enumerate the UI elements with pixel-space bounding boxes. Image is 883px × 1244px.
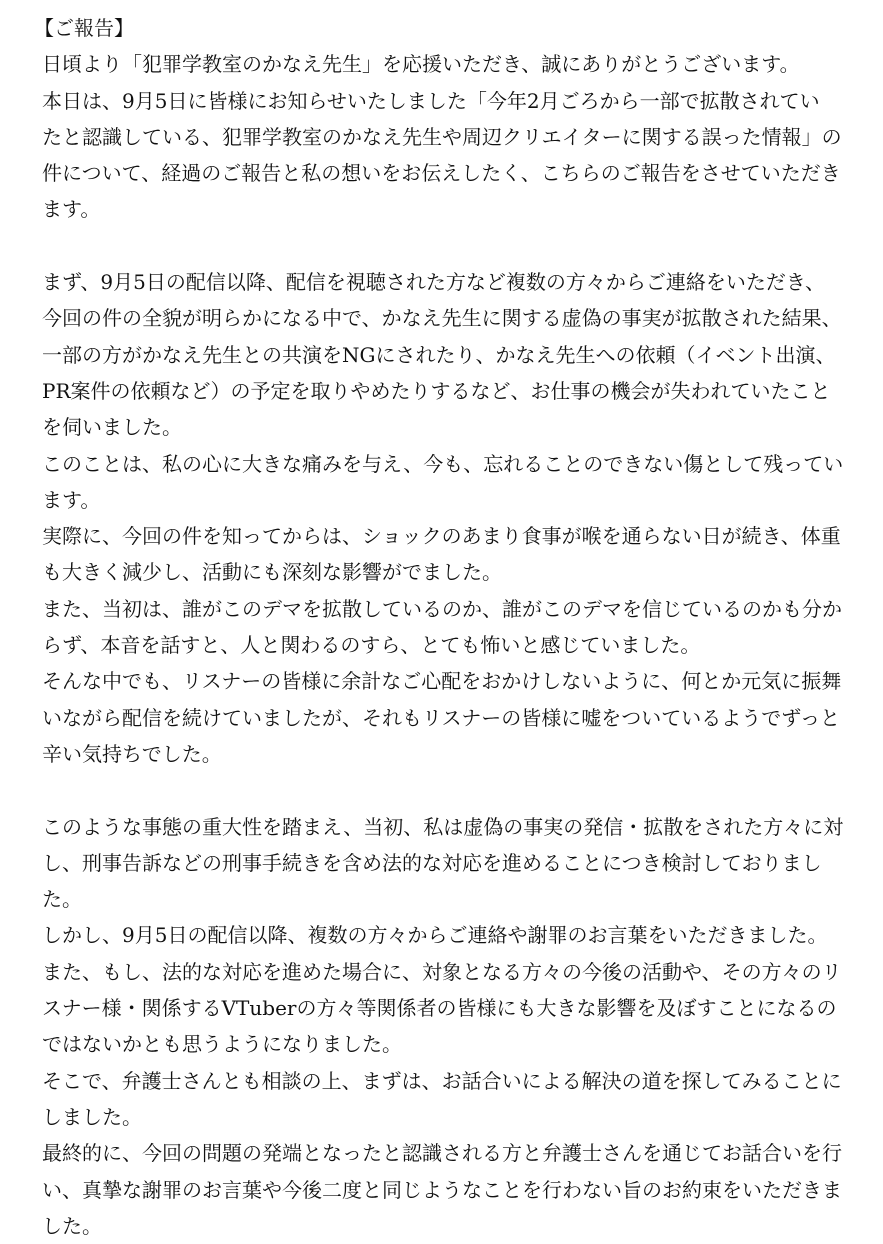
text-line: PR案件の依頼など）の予定を取りやめたりするなど、お仕事の機会が失われていたこと <box>42 378 831 403</box>
text-line: た。 <box>42 887 82 912</box>
text-line: 辛い気持ちでした。 <box>42 741 222 766</box>
text-line: を伺いました。 <box>42 415 182 440</box>
text-line: まず、9月5日の配信以降、配信を視聴された方など複数の方々からご連絡をいただき、 <box>42 270 826 295</box>
text-line: このことは、私の心に大きな痛みを与え、今も、忘れることのできない傷として残ってい <box>42 451 844 476</box>
text-line: いながら配信を続けていましたが、それもリスナーの皆様に嘘をついているようでずっと <box>42 705 840 730</box>
text-line: も大きく減少し、活動にも深刻な影響がでました。 <box>42 560 502 585</box>
text-line: そんな中でも、リスナーの皆様に余計なご心配をおかけしないように、何とか元気に振舞 <box>42 669 842 694</box>
paragraph-3 <box>42 809 842 1244</box>
text-line: スナー様・関係するVTuberの方々等関係者の皆様にも大きな影響を及ぼすことになるの <box>42 996 837 1021</box>
text-line: 一部の方がかなえ先生との共演をNGにされたり、かなえ先生への依頼（イベント出演、 <box>42 342 836 367</box>
text-line: 最終的に、今回の問題の発端となったと認識される方と弁護士さんを通じてお話合いを行 <box>42 1141 842 1166</box>
text-line: 本日は、9月5日に皆様にお知らせいたしました「今年2月ごろから一部で拡散されてい <box>42 88 820 113</box>
text-line: たと認識している、犯罪学教室のかなえ先生や周辺クリエイターに関する誤った情報」の <box>42 124 842 149</box>
text-line: ます。 <box>42 197 101 222</box>
paragraph-1 <box>42 46 842 227</box>
text-line: ます。 <box>42 487 101 512</box>
text-line: した。 <box>42 1213 102 1238</box>
paragraph-2 <box>42 264 842 772</box>
text-line: 日頃より「犯罪学教室のかなえ先生」を応援いただき、誠にありがとうございます。 <box>42 52 800 77</box>
text-line: そこで、弁護士さんとも相談の上、まずは、お話合いによる解決の道を探してみることに <box>42 1068 842 1093</box>
text-line: しかし、9月5日の配信以降、複数の方々からご連絡や謝罪のお言葉をいただきました。 <box>42 923 828 948</box>
text-line: らず、本音を話すと、人と関わるのすら、とても怖いと感じていました。 <box>42 633 701 658</box>
text-line: このような事態の重大性を踏まえ、当初、私は虚偽の事実の発信・拡散をされた方々に対 <box>42 814 844 839</box>
text-line: ではないかとも思うようになりました。 <box>42 1032 402 1057</box>
paragraph-spacer <box>42 228 842 264</box>
text-line: また、もし、法的な対応を進めた場合に、対象となる方々の今後の活動や、その方々のリ <box>42 959 842 984</box>
text-line: また、当初は、誰がこのデマを拡散しているのか、誰がこのデマを信じているのかも分か <box>42 596 842 621</box>
text-line: 件について、経過のご報告と私の想いをお伝えしたく、こちらのご報告をさせていただき <box>42 161 841 186</box>
text-line: し、刑事告訴などの刑事手続きを含め法的な対応を進めることにつき検討しておりまし <box>42 850 822 875</box>
text-line: しました。 <box>42 1104 142 1129</box>
document-title: 【ご報告】 <box>34 16 134 40</box>
text-line: 実際に、今回の件を知ってからは、ショックのあまり食事が喉を通らない日が続き、体重 <box>42 524 841 549</box>
text-line: 今回の件の全貌が明らかになる中で、かなえ先生に関する虚偽の事実が拡散された結果、 <box>42 306 842 331</box>
paragraph-spacer <box>42 772 842 808</box>
text-line: い、真摯な謝罪のお言葉や今後二度と同じようなことを行わない旨のお約束をいただきま <box>42 1177 842 1202</box>
